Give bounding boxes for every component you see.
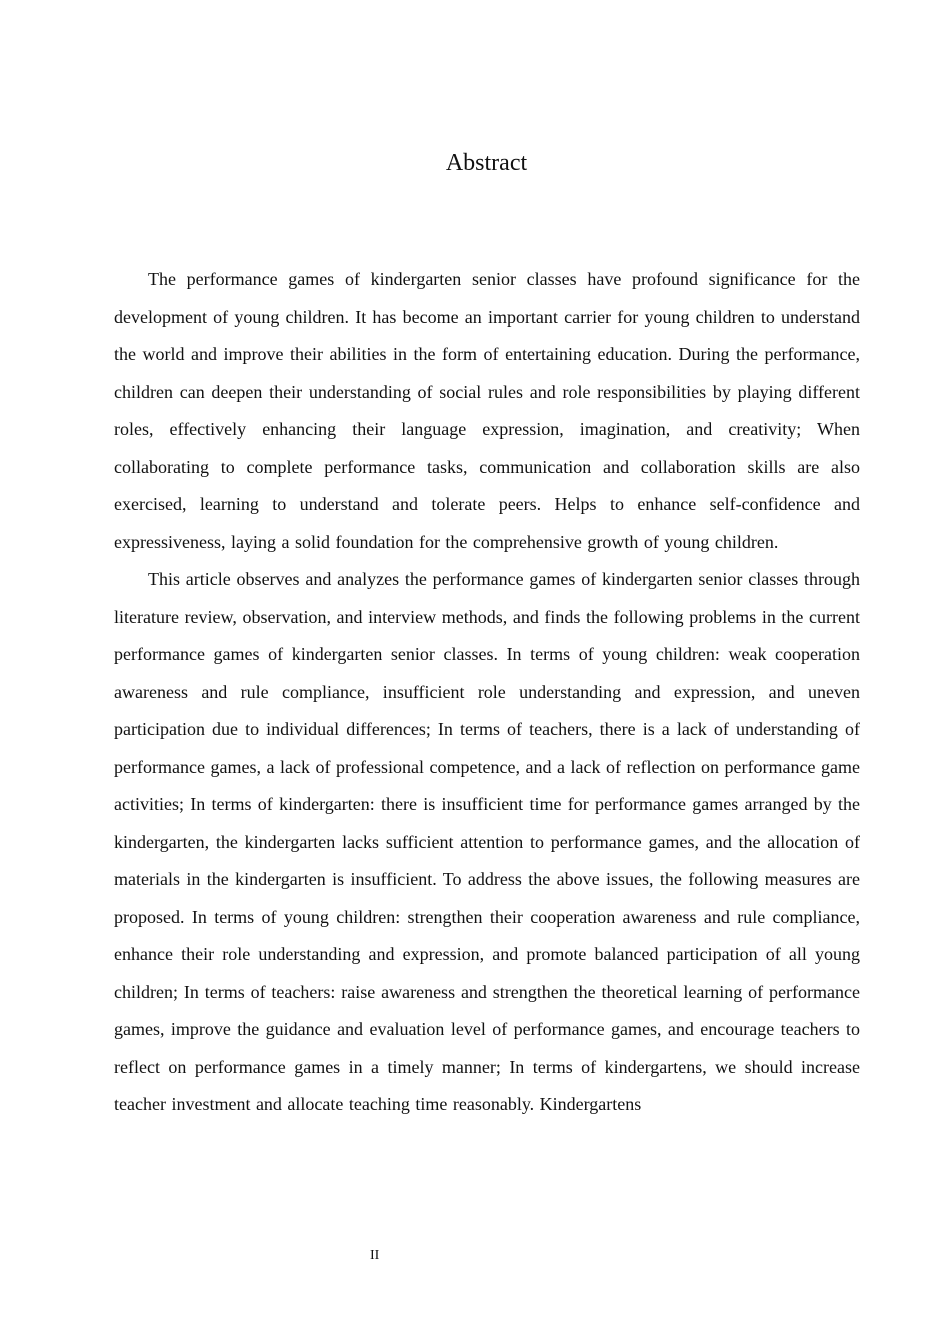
abstract-body bbox=[114, 261, 860, 1124]
abstract-paragraph-2: This article observes and analyzes the performance games of kindergarten senior classes through literature review, observation, and interview methods, and finds the following problems in the current performance games of kindergarten senior classes. In terms of young children: weak cooperation awareness and rule compliance, insufficient role understanding and expression, and uneven participation due to individual differences; In terms of teachers, there is a lack of understanding of performance games, a lack of professional competence, and a lack of reflection on performance game activities; In terms of kindergarten: there is insufficient time for performance games arranged by the kindergarten, the kindergarten lacks sufficient attention to performance games, and the allocation of materials in the kindergarten is insufficient. To address the above issues, the following measures are proposed. In terms of young children: strengthen their cooperation awareness and rule compliance, enhance their role understanding and expression, and promote balanced participation of all young children; In terms of teachers: raise awareness and strengthen the theoretical learning of performance games, improve the guidance and evaluation level of performance games, and encourage teachers to reflect on performance games in a timely manner; In terms of kindergartens, we should increase teacher investment and allocate teaching time reasonably. Kindergartens bbox=[114, 569, 860, 1114]
abstract-title: Abstract bbox=[445, 150, 528, 176]
abstract-paragraph-1: The performance games of kindergarten senior classes have profound significance for the development of young children. It has become an important carrier for young children to understand the world and improve their abilities in the form of entertaining education. During the performance, children can deepen their understanding of social rules and role responsibilities by playing different roles, effectively enhancing their language expression, imagination, and creativity; When collaborating to complete performance tasks, communication and collaboration skills are also exercised, learning to understand and tolerate peers. Helps to enhance self-confidence and expressiveness, laying a solid foundation for the comprehensive growth of young children. bbox=[114, 269, 860, 552]
page-number: II bbox=[370, 1248, 380, 1263]
